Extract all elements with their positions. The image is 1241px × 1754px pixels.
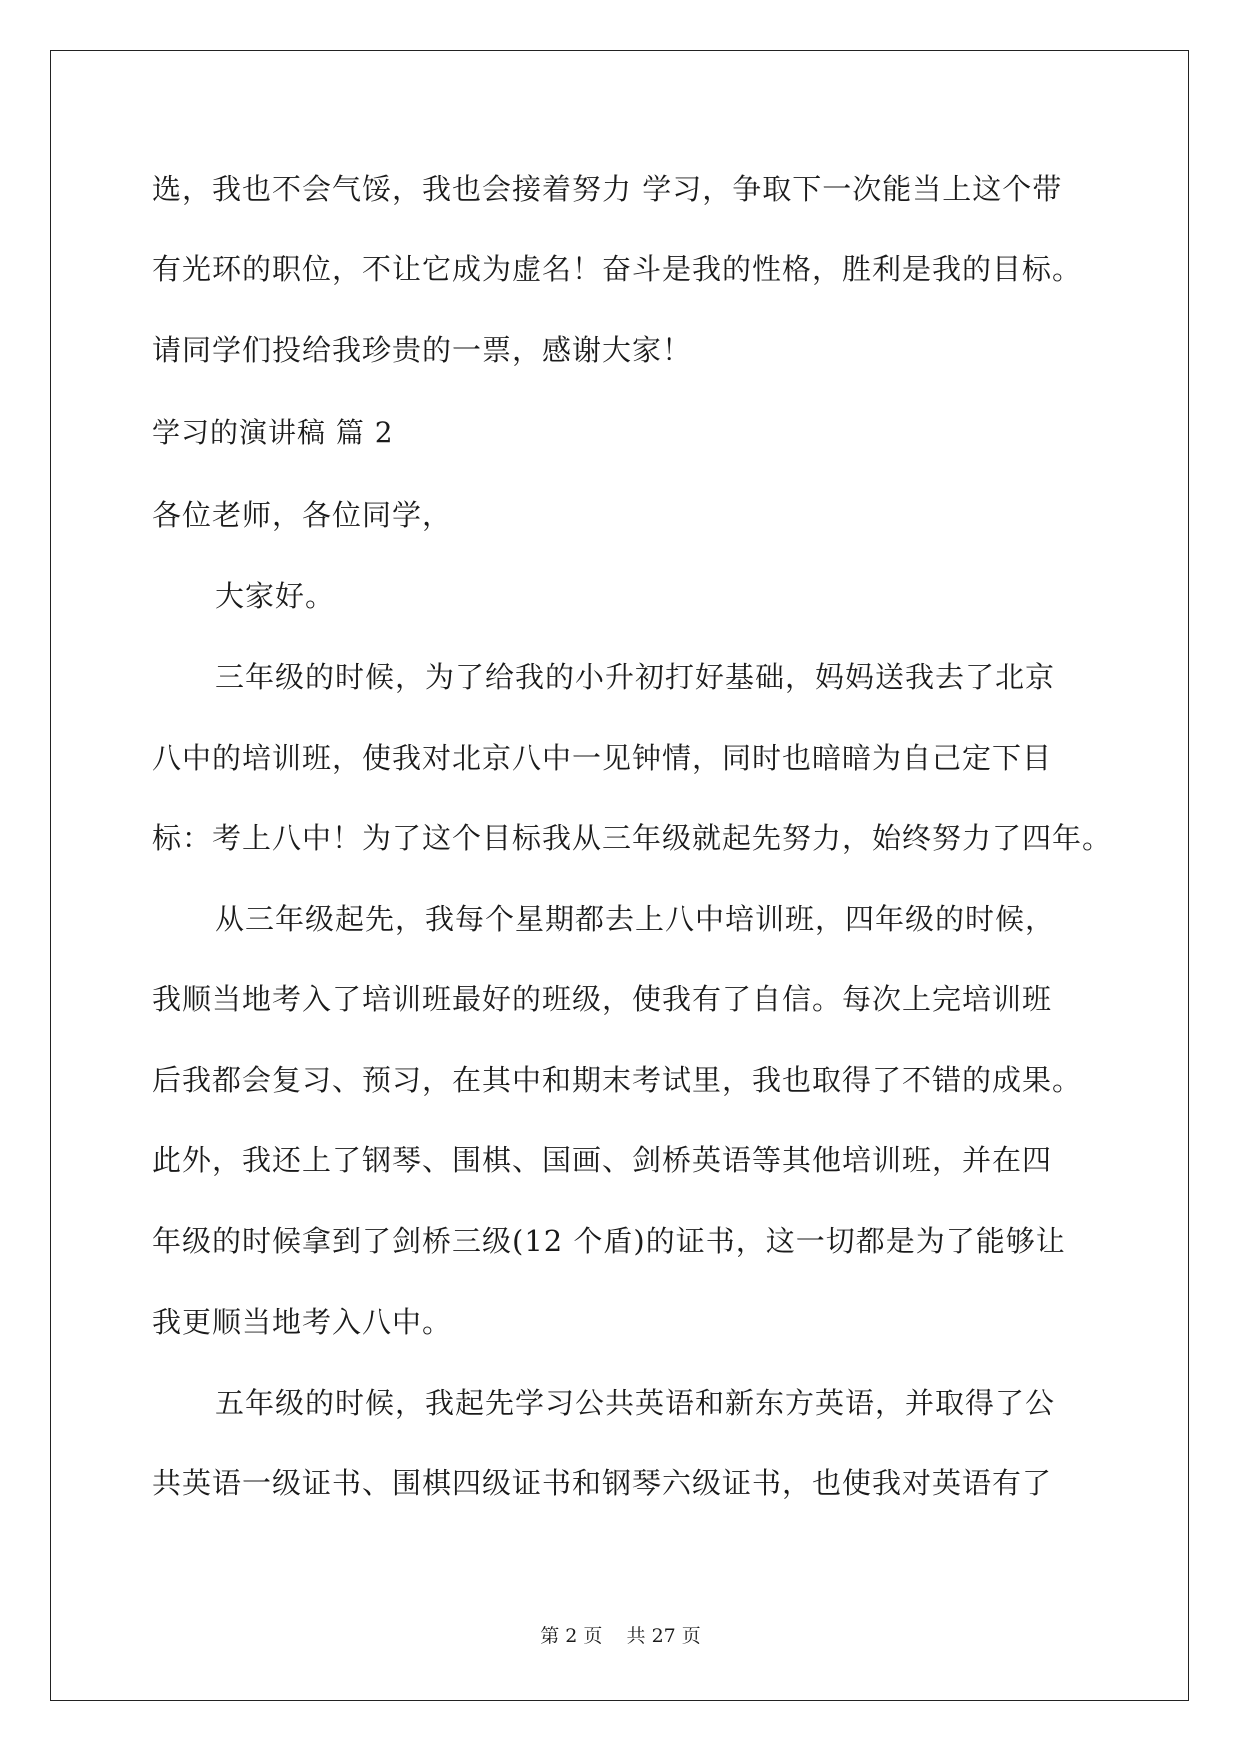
paragraph-line: 三年级的时候，为了给我的小升初打好基础，妈妈送我去了北京 <box>215 660 1056 694</box>
paragraph-line: 八中的培训班，使我对北京八中一见钟情，同时也暗暗为自己定下目 <box>152 741 1053 775</box>
paragraph-line: 我顺当地考入了培训班最好的班级，使我有了自信。每次上完培训班 <box>152 982 1053 1016</box>
salutation: 各位老师，各位同学， <box>152 498 453 532</box>
paragraph-line: 后我都会复习、预习，在其中和期末考试里，我也取得了不错的成果。 <box>152 1063 1083 1097</box>
paragraph-line: 我更顺当地考入八中。 <box>152 1305 453 1339</box>
paragraph-line: 标：考上八中！为了这个目标我从三年级就起先努力，始终努力了四年。 <box>152 821 1113 855</box>
greeting: 大家好。 <box>215 579 336 613</box>
paragraph-line: 从三年级起先，我每个星期都去上八中培训班，四年级的时候， <box>215 902 1056 936</box>
paragraph-line: 选，我也不会气馁，我也会接着努力 学习，争取下一次能当上这个带 <box>152 172 1063 206</box>
section-heading: 学习的演讲稿 篇 2 <box>152 416 394 449</box>
page-number-footer: 第 2 页 共 27 页 <box>540 1625 701 1647</box>
paragraph-line: 共英语一级证书、围棋四级证书和钢琴六级证书，也使我对英语有了 <box>152 1466 1053 1500</box>
paragraph-line: 此外，我还上了钢琴、围棋、国画、剑桥英语等其他培训班，并在四 <box>152 1143 1053 1177</box>
page-border <box>50 50 1189 1701</box>
paragraph-line: 请同学们投给我珍贵的一票，感谢大家！ <box>152 333 693 367</box>
paragraph-line: 有光环的职位，不让它成为虚名！奋斗是我的性格，胜利是我的目标。 <box>152 252 1083 286</box>
paragraph-line: 五年级的时候，我起先学习公共英语和新东方英语，并取得了公 <box>215 1386 1056 1420</box>
paragraph-line: 年级的时候拿到了剑桥三级(12 个盾)的证书，这一切都是为了能够让 <box>152 1224 1066 1258</box>
